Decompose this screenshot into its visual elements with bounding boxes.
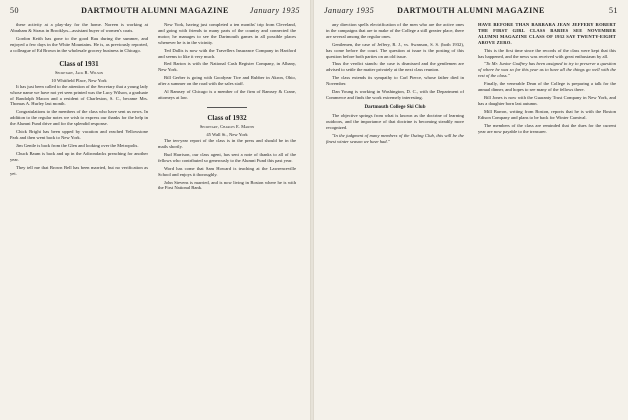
paragraph: This is the first time since the records of the class were kept that this has happened, and the news was received with great enthusiasm by all. xyxy=(478,47,616,59)
paragraph: Chuck Baum is back and up in the Adirondacks preaching for another year. xyxy=(10,150,148,162)
magazine-title: DARTMOUTH ALUMNI MAGAZINE xyxy=(397,6,545,15)
paragraph: Bud Harrison, our class agent, has sent a note of thanks to all of the fellows who contributed so generously to the Alumni Fund this past year. xyxy=(158,151,296,163)
magazine-title: DARTMOUTH ALUMNI MAGAZINE xyxy=(81,6,229,15)
left-page-header xyxy=(10,6,300,18)
class-heading: Class of 1932 xyxy=(207,113,247,122)
paragraph: these activity at a play-day for the home. Noreen is working at Abraham & Straus in Brooklyn—assistant buyer of women's coats. xyxy=(10,22,148,33)
paragraph: Congratulations to the members of the class who have sent us news. In addition to the regular notes we wish to express our thanks for the help in the Alumni Fund drive and for the splendid response. xyxy=(10,109,148,127)
paragraph: The class extends its sympathy to Carl Pierce, whose father died in November. xyxy=(326,75,464,87)
right-column-1 xyxy=(326,22,464,414)
paragraph: Red Barton is with the National Cash Register Company, in Albany, New York. xyxy=(158,61,296,73)
quoted-paragraph: "In the judgment of many members of the Outing Club, this will be the finest winter season we have had." xyxy=(326,133,464,144)
paragraph: Ted Dallis is now with the Travellers Insurance Company in Hartford and seems to like it very much. xyxy=(158,47,296,59)
secretary-address: 10 Whitfield Place, New York xyxy=(51,78,107,84)
section-divider xyxy=(207,107,247,108)
paragraph: They tell me that Brown Bell has been married, but no verification as yet. xyxy=(10,164,148,176)
paragraph: Bill Jones is now with the Guaranty Trust Company in New York, and has a daughter born last autumn. xyxy=(478,94,616,106)
secretary-address: 45 Wall St., New York xyxy=(206,132,248,138)
telegram-paragraph: HAVE BEFORE THAN BARBARA JEAN JEFFERY ROBERT THE FIRST GIRL CLASS BABIES SEE NOVEMBER ALUMNI MAGAZINE CLASS OF 1932 SAY TWENTY-EIGHT ABOVE ZERO. xyxy=(478,22,616,45)
paragraph: The objective springs from what is known as the doctrine of learning outdoors, and the importance of that doctrine is becoming steadily more recognized. xyxy=(326,113,464,131)
paragraph: Mill Barron, writing from Boston, reports that he is with the Boston Edison Company and plans to be back for Winter Carnival. xyxy=(478,108,616,120)
paragraph: Thus the verdict stands: the case is dismissed and the gentlemen are advised to settle the matter privately at the next class reunion. xyxy=(326,61,464,73)
paragraph: It has just been called to the attention of the Secretary that a young lady whose name we have not yet seen printed was the Lucy Wilson, a graduate of Randolph Macon and a resident of Charleston, S. C., became Mrs. Thomas A. Hurley last month. xyxy=(10,83,148,107)
paragraph: Chick Bright has been upped by vacation and reached Yellowstone Park and then went back to New York. xyxy=(10,129,148,140)
paragraph: The members of the class are reminded that the dues for the current year are now payable to the treasurer. xyxy=(478,122,616,134)
paragraph: Gordon Keith has gone to the good Rau during the summer, and enjoyed a few days in the White Mountains. He is, as previously reported, a colleague of Ed Brown in the wholesale grocery business in Chicago. xyxy=(10,35,148,53)
paragraph: any direction spells electrification of the men who are the active ones in the campaigns that are to make of the College a still greater place, there are several among the regular ones. xyxy=(326,22,464,39)
right-column-2 xyxy=(478,22,616,414)
paragraph: The ten-year report of the class is in the press and should be in the mails shortly. xyxy=(158,138,296,149)
page-number: 51 xyxy=(609,6,618,15)
class-heading: Class of 1931 xyxy=(59,59,99,68)
issue-date: January 1935 xyxy=(324,6,375,15)
class-secretary: Secretary, Charles E. Martin xyxy=(199,123,255,129)
page-number: 50 xyxy=(10,6,19,15)
paragraph: Jim Gentle is back from the Glen and looking over the Metropolis. xyxy=(16,142,139,148)
section-subhead: Dartmouth College Ski Club xyxy=(364,104,426,110)
right-page-header xyxy=(324,6,618,18)
paragraph: Gentlemen, the case of Jeffery, R. J., vs. Swanson, S. S. (both 1932), has come before the court. The question at issue is the posting of this question before both parties on an old issue. xyxy=(326,41,464,59)
left-page xyxy=(0,0,310,420)
paragraph: John Stevens is married, and is now living in Boston where he is with the First National Bank. xyxy=(158,179,296,191)
quoted-paragraph: "To Mr. Junior Godfrey has been assigned to try to preserve a question of where he was so far this year as to have all the things go well with the rest of the class." xyxy=(478,61,616,79)
paragraph: Al Ramsey of Chicago is a member of the firm of Ramsey & Crane, attorneys at law. xyxy=(158,89,296,100)
paragraph: Dan Young is working in Washington, D. C., with the Department of Commerce and finds the work extremely interesting. xyxy=(326,89,464,100)
paragraph: Bill Gerber is going with Goodyear Tire and Rubber in Akron, Ohio, after a summer on the road with the sales staff. xyxy=(158,75,296,87)
paragraph: New York, having just completed a ten months' trip from Cleveland, and going with friends to many parts of the country and connected the motor; he manages to see the Dartmouth games in all possible places whenever he is in the vicinity. xyxy=(158,22,296,45)
left-column-2 xyxy=(158,22,296,414)
paragraph: Word has come that Sam Howard is teaching at the Lawrenceville School and enjoys it thoroughly. xyxy=(158,165,296,177)
left-column-1 xyxy=(10,22,148,414)
class-secretary: Secretary, Jack R. Wilson xyxy=(55,69,103,75)
paragraph: Finally, the venerable Dean of the College is preparing a talk for the annual dinner, and hopes to see many of the fellows there. xyxy=(478,81,616,93)
right-page xyxy=(314,0,628,420)
issue-date: January 1935 xyxy=(249,6,300,15)
